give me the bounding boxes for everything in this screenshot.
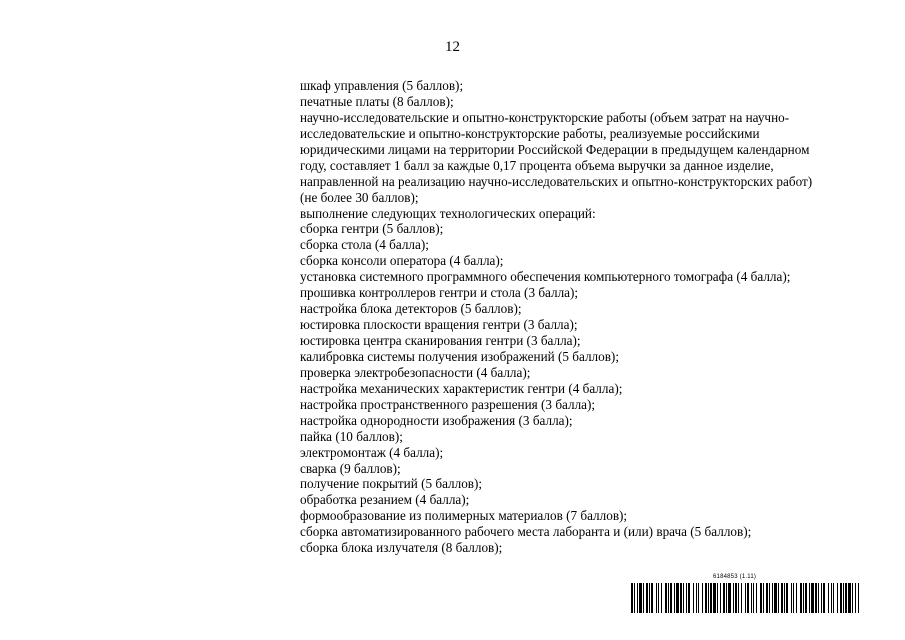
- text-line: сборка стола (4 балла);: [300, 237, 429, 253]
- text-line: сборка автоматизированного рабочего места лаборанта и (или) врача (5 баллов);: [300, 524, 752, 540]
- text-line: юстировка плоскости вращения гентри (3 балла);: [300, 317, 578, 333]
- barcode-icon: [631, 583, 859, 613]
- text-line: шкаф управления (5 баллов);: [300, 78, 464, 93]
- text-line: настройка пространственного разрешения (3 балла);: [300, 396, 596, 412]
- text-line: (не более 30 баллов);: [300, 189, 419, 205]
- text-line: исследовательские и опытно-конструкторские работы, реализуемые российскими: [300, 125, 760, 141]
- text-line: юстировка центра сканирования гентри (3 балла);: [300, 333, 581, 348]
- text-line: формообразование из полимерных материалов (7 баллов);: [300, 508, 628, 524]
- text-line: получение покрытий (5 баллов);: [300, 476, 483, 492]
- text-line: научно-исследовательские и опытно-конструкторские работы (объем затрат на научно-: [300, 109, 790, 125]
- text-line: сборка блока излучателя (8 баллов);: [300, 540, 503, 556]
- document-body: [300, 78, 840, 556]
- page-number: 12: [445, 39, 460, 55]
- text-line: настройка блока детекторов (5 баллов);: [300, 301, 522, 317]
- barcode: [631, 573, 859, 613]
- text-line: калибровка системы получения изображений (5 баллов);: [300, 348, 619, 364]
- text-line: настройка механических характеристик гентри (4 балла);: [300, 380, 623, 396]
- text-line: выполнение следующих технологических операций:: [300, 205, 596, 221]
- text-line: году, составляет 1 балл за каждые 0,17 процента объема выручки за данное изделие,: [300, 157, 774, 173]
- text-line: сварка (9 баллов);: [300, 460, 401, 476]
- text-line: установка системного программного обеспечения компьютерного томографа (4 балла);: [300, 269, 791, 285]
- barcode-caption: 6184853 (1.11): [713, 574, 757, 580]
- text-line: настройка однородности изображения (3 балла);: [300, 412, 573, 428]
- text-line: проверка электробезопасности (4 балла);: [300, 364, 531, 380]
- text-line: прошивка контроллеров гентри и стола (3 балла);: [300, 285, 579, 301]
- text-line: печатные платы (8 баллов);: [300, 93, 454, 109]
- text-line: юридическими лицами на территории Российской Федерации в предыдущем календарном: [300, 141, 810, 157]
- text-line: пайка (10 баллов);: [300, 428, 403, 444]
- text-line: сборка гентри (5 баллов);: [300, 221, 444, 237]
- text-line: сборка консоли оператора (4 балла);: [300, 253, 504, 269]
- text-line: обработка резанием (4 балла);: [300, 492, 470, 508]
- text-line: направленной на реализацию научно-исследовательских и опытно-конструкторских работ): [300, 173, 813, 189]
- text-line: электромонтаж (4 балла);: [300, 444, 444, 460]
